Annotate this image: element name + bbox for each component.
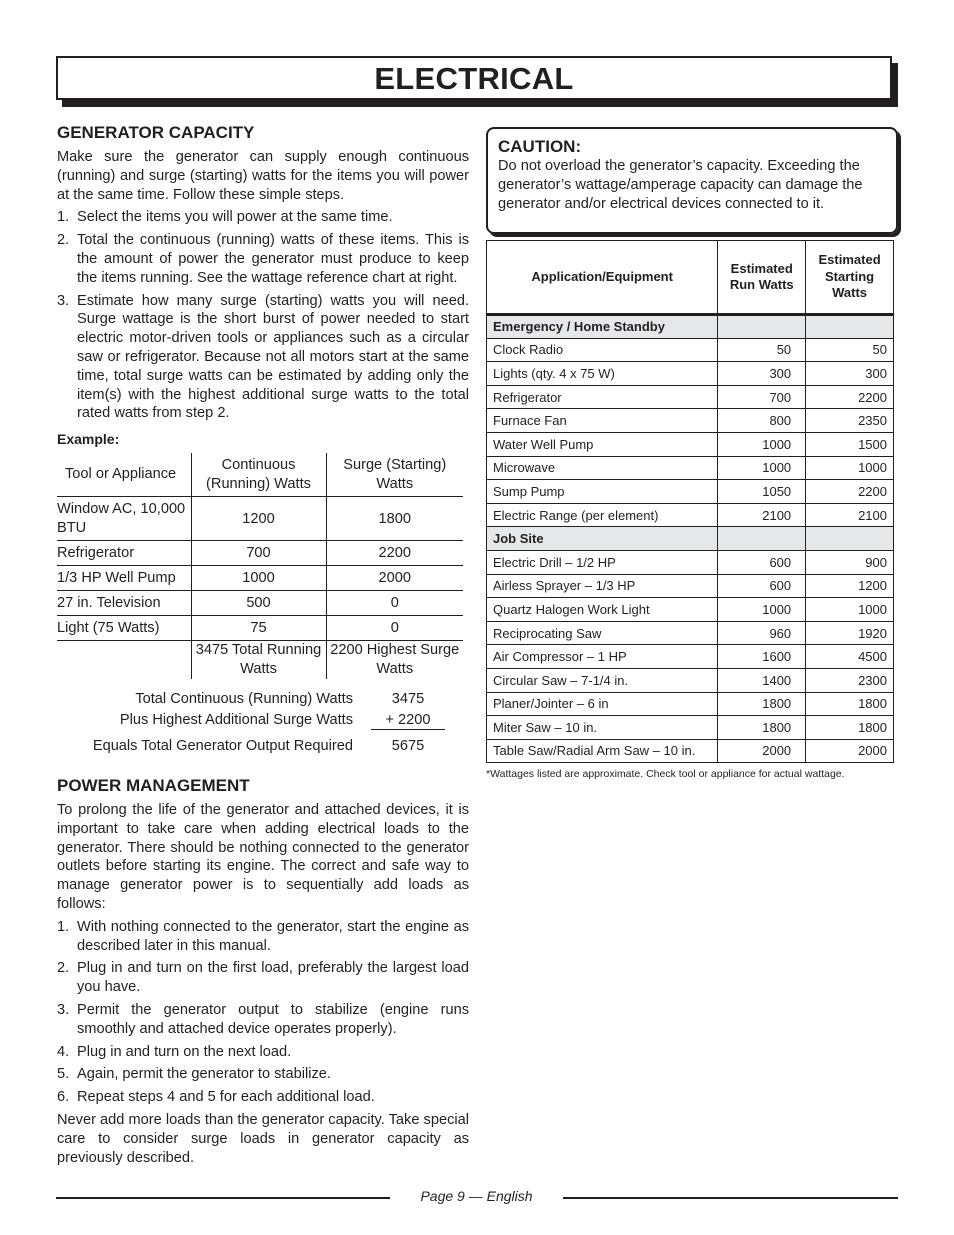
table-row: Refrigerator 700 2200: [57, 541, 463, 566]
table-row: Clock Radio 50 50: [487, 338, 894, 362]
example-table: [57, 453, 463, 679]
table-row: Planer/Jointer – 6 in 1800 1800: [487, 692, 894, 716]
table-row: Lights (qty. 4 x 75 W) 300 300: [487, 362, 894, 386]
list-item: 1. With nothing connected to the generator, start the engine as described later in this manual.: [57, 918, 469, 954]
generator-intro: Make sure the generator can supply enough continuous (running) and surge (starting) watts for the items you will power at the same time. Follow these simple steps.: [57, 149, 469, 203]
summary-line: Total Continuous (Running) Watts 3475: [135, 691, 425, 708]
wattage-reference-table: [486, 240, 894, 763]
table-row: 27 in. Television 500 0: [57, 591, 463, 616]
table-header: Estimated Run Watts: [718, 241, 806, 315]
output-summary: [73, 689, 445, 757]
table-row: Microwave 1000 1000: [487, 456, 894, 480]
table-row: Airless Sprayer – 1/3 HP 600 1200: [487, 574, 894, 598]
generator-steps: [57, 208, 469, 423]
power-management-section: [57, 775, 469, 1167]
power-intro: To prolong the life of the generator and attached devices, it is important to take care when adding electrical loads to the generator. There should be nothing connected to the generator outlets before starting its engine. The correct and safe way to manage generator power is to sequentially add loads as follows:: [57, 802, 469, 913]
table-row: Electric Drill – 1/2 HP 600 900: [487, 550, 894, 574]
caution-heading: CAUTION:: [498, 137, 582, 156]
table-header: Surge (Starting) Watts: [326, 453, 463, 497]
table-row: Reciprocating Saw 960 1920: [487, 621, 894, 645]
table-header: Application/Equipment: [487, 241, 718, 315]
table-row: Window AC, 10,000 BTU 1200 1800: [57, 497, 463, 541]
table-row: Table Saw/Radial Arm Saw – 10 in. 2000 2000: [487, 739, 894, 763]
table-row: Electric Range (per element) 2100 2100: [487, 503, 894, 527]
list-item: 1. Select the items you will power at the same time.: [57, 209, 393, 226]
list-item: 6. Repeat steps 4 and 5 for each additional load.: [57, 1089, 375, 1106]
left-column: [57, 122, 469, 1167]
table-row: Water Well Pump 1000 1500: [487, 432, 894, 456]
table-header: Estimated Starting Watts: [806, 241, 894, 315]
list-item: 5. Again, permit the generator to stabilize.: [57, 1066, 331, 1083]
power-management-heading: POWER MANAGEMENT: [57, 776, 250, 796]
table-section-row: Emergency / Home Standby: [487, 315, 894, 339]
power-closing: Never add more loads than the generator capacity. Take special care to consider surge loads in generator capacity as previously described.: [57, 1112, 469, 1166]
table-header-row: [57, 453, 463, 497]
table-row: Quartz Halogen Work Light 1000 1000: [487, 598, 894, 622]
table-row: Light (75 Watts) 75 0: [57, 616, 463, 641]
list-item: 3. Permit the generator output to stabilize (engine runs smoothly and attached device operates properly).: [57, 1002, 469, 1037]
summary-line: Equals Total Generator Output Required 5675: [92, 738, 425, 755]
table-row: Circular Saw – 7-1/4 in. 1400 2300: [487, 668, 894, 692]
table-header: Tool or Appliance: [57, 453, 191, 497]
example-label: Example:: [57, 431, 120, 448]
table-row: 1/3 HP Well Pump 1000 2000: [57, 566, 463, 591]
list-item: 4. Plug in and turn on the next load.: [57, 1043, 292, 1060]
page-footer: Page 9 — English: [420, 1188, 533, 1204]
summary-line: Plus Highest Additional Surge Watts + 2200: [73, 710, 445, 731]
table-row: Refrigerator 700 2200: [487, 385, 894, 409]
page-banner: [56, 56, 892, 100]
table-section-row: Job Site: [487, 527, 894, 551]
generator-capacity-heading: GENERATOR CAPACITY: [57, 123, 255, 142]
caution-text: Do not overload the generator’s capacity. Exceeding the generator’s wattage/amperage capacity can damage the generator and/or electrical devices connected to it.: [498, 158, 863, 212]
table-row: Miter Saw – 10 in. 1800 1800: [487, 716, 894, 740]
table-header: Continuous (Running) Watts: [191, 453, 326, 497]
list-item: 2. Plug in and turn on the first load, preferably the largest load you have.: [57, 960, 469, 996]
list-item: 3. Estimate how many surge (starting) watts you will need. Surge wattage is the short burst of power needed to start electric motor-driven tools or appliances such as a circular saw or refrigerator. Because not all motors start at the same time, total surge watts can be estimated by adding only the item(s) with the highest additional surge watts to the total rated watts from step 2.: [57, 292, 469, 422]
table-row: Furnace Fan 800 2350: [487, 409, 894, 433]
caution-box: [486, 127, 898, 234]
wattage-note: *Wattages listed are approximate. Check tool or appliance for actual wattage.: [486, 768, 845, 780]
table-row: Air Compressor – 1 HP 1600 4500: [487, 645, 894, 669]
page-title: ELECTRICAL: [374, 60, 574, 96]
list-item: 2. Total the continuous (running) watts of these items. This is the amount of power the generator must produce to keep the items running. See the wattage reference chart at right.: [57, 232, 469, 286]
table-totals-row: 3475 Total Running Watts 2200 Highest Surge Watts: [57, 641, 463, 679]
table-row: Sump Pump 1050 2200: [487, 480, 894, 504]
footer-rule-right: [563, 1197, 898, 1199]
power-steps: [57, 918, 469, 1107]
table-header-row: [487, 241, 894, 315]
footer-rule-left: [56, 1197, 390, 1199]
